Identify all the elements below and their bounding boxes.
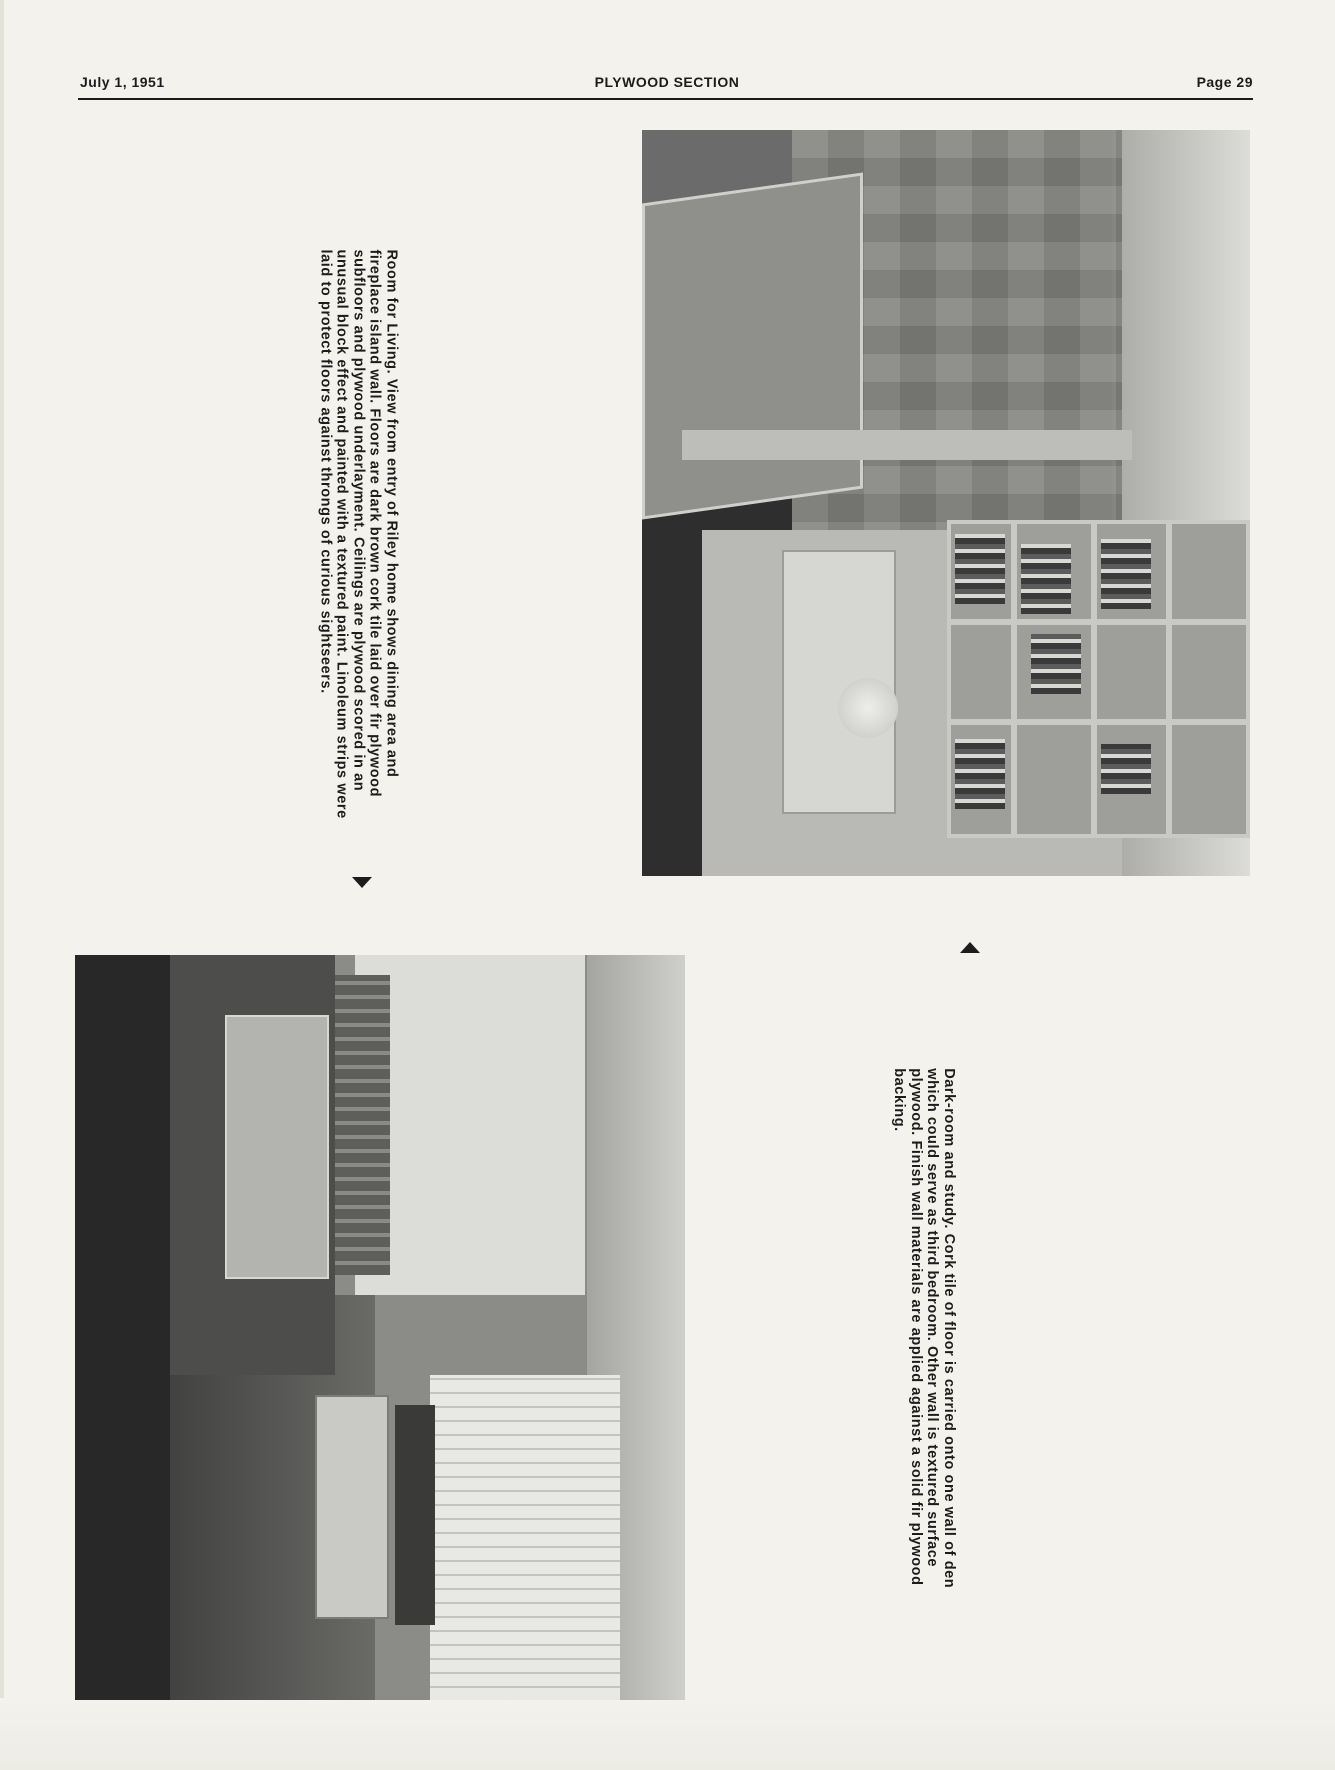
caption-study: Dark-room and study. Cork tile of floor is carried onto one wall of den which could serve as third bedroom. Other wall is textured surface plywood. Finish wall materials are applied against a solid fir plywood backing. [891,1068,958,1589]
living-room-photo [75,955,685,1700]
study-photo [642,130,1250,876]
dining-table [315,1395,389,1619]
door [642,172,863,519]
header-page-number: Page 29 [1196,74,1253,90]
arrow-down-icon [352,877,372,888]
arrow-up-icon [960,942,980,953]
bookshelf [947,520,1250,838]
page-bottom-margin [0,1698,1335,1770]
header-date: July 1, 1951 [80,74,165,90]
lamp [838,678,898,738]
window [430,1375,620,1700]
page-edge [0,0,4,1770]
caption-living-room: Room for Living. View from entry of Riley home shows dining area and fireplace island wall. Floors are dark brown cork tile laid over fir plywood subfloors and plywood underlayment. Ceilings are plywood scored in an unusual block effect and painted with a textured paint. Linoleum strips were laid to protect floors against throngs of curious sightseers. [317,249,400,819]
header-section-title: PLYWOOD SECTION [594,74,740,90]
header-rule [78,98,1253,100]
